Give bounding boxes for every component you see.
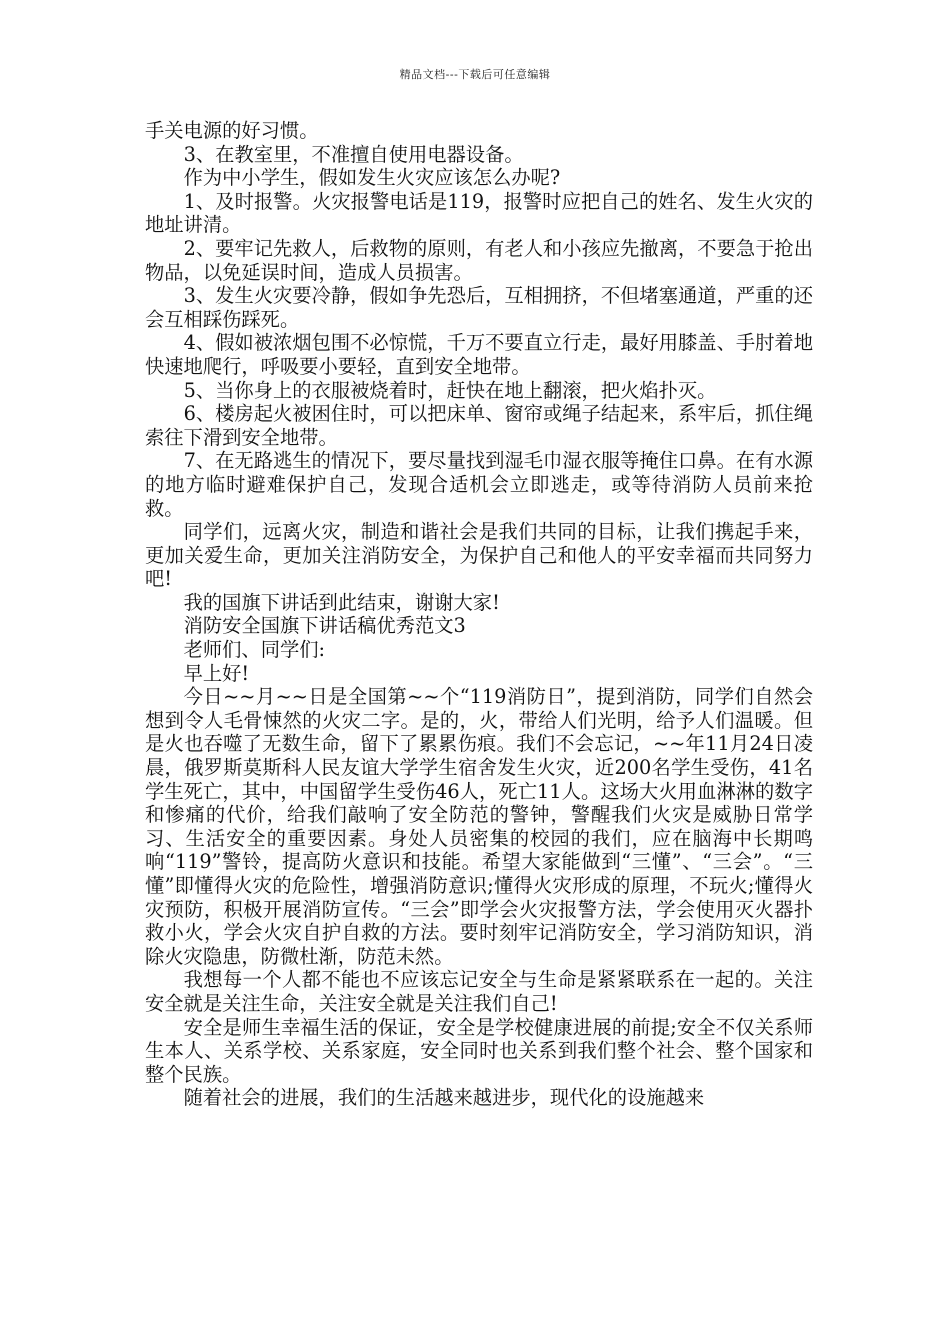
paragraph: 1、及时报警。火灾报警电话是119，报警时应把自己的姓名、发生火灾的地址讲清。 <box>145 189 813 237</box>
paragraph: 消防安全国旗下讲话稿优秀范文3 <box>183 614 466 638</box>
paragraph: 手关电源的好习惯。 <box>145 119 319 142</box>
paragraph: 2、要牢记先救人，后救物的原则，有老人和小孩应先撤离，不要急于抢出物品，以免延误时间，造成人员损害。 <box>145 236 813 284</box>
paragraph: 早上好! <box>183 661 250 685</box>
document-body <box>145 119 813 1110</box>
paragraph: 7、在无路逃生的情况下，要尽量找到湿毛巾湿衣服等掩住口鼻。在有水源的地方临时避难保护自己，发现合适机会立即逃走，或等待消防人员前来抢救。 <box>145 449 813 520</box>
paragraph: 4、假如被浓烟包围不必惊慌，千万不要直立行走，最好用膝盖、手肘着地快速地爬行，呼吸要小要轻，直到安全地带。 <box>145 331 813 378</box>
page-header: 精品文档---下载后可任意编辑 <box>399 68 551 81</box>
paragraph: 5、当你身上的衣服被烧着时，赶快在地上翻滚，把火焰扑灭。 <box>183 378 717 402</box>
paragraph: 同学们，远离火灾，制造和谐社会是我们共同的目标，让我们携起手来，更加关爱生命，更加关注消防安全，为保护自己和他人的平安幸福而共同努力吧! <box>145 520 813 591</box>
paragraph: 随着社会的进展，我们的生活越来越进步，现代化的设施越来 <box>183 1086 705 1110</box>
paragraph: 3、发生火灾要冷静，假如争先恐后，互相拥挤，不但堵塞通道，严重的还会互相踩伤踩死。 <box>145 284 813 331</box>
paragraph: 我的国旗下讲话到此结束，谢谢大家! <box>183 590 500 614</box>
paragraph: 老师们、同学们: <box>183 638 326 662</box>
paragraph: 3、在教室里，不准擅自使用电器设备。 <box>183 142 524 166</box>
paragraph: 作为中小学生，假如发生火灾应该怎么办呢? <box>183 166 561 190</box>
paragraph: 6、楼房起火被困住时，可以把床单、窗帘或绳子结起来，系牢后，抓住绳索往下滑到安全地带。 <box>145 402 813 449</box>
paragraph: 安全是师生幸福生活的保证，安全是学校健康进展的前提;安全不仅关系师生本人、关系学校、关系家庭，安全同时也关系到我们整个社会、整个国家和整个民族。 <box>145 1015 813 1086</box>
paragraph: 我想每一个人都不能也不应该忘记安全与生命是紧紧联系在一起的。关注安全就是关注生命，关注安全就是关注我们自己! <box>145 968 813 1015</box>
paragraph: 今日~~月~~日是全国第~~个“119消防日”，提到消防，同学们自然会想到令人毛骨悚然的火灾二字。是的，火，带给人们光明，给予人们温暖。但是火也吞噬了无数生命，留下了累累伤痕。我们不会忘记，~~年11月24日凌晨，俄罗斯莫斯科人民友谊大学学生宿舍发生火灾，近200名学生受伤，41名学生死亡，其中，中国留学生受伤46人，死亡11人。这场大火用血淋淋的数字和惨痛的代价，给我们敲响了安全防范的警钟，警醒我们火灾是威胁日常学习、生活安全的重要因素。身处人员密集的校园的我们，应在脑海中长期鸣响“119”警铃，提高防火意识和技能。希望大家能做到“三懂”、“三会”。“三懂”即懂得火灾的危险性，增强消防意识;懂得火灾形成的原理，不玩火;懂得火灾预防，积极开展消防宣传。“三会”即学会火灾报警方法，学会使用灭火器扑救小火，学会火灾自护自救的方法。要时刻牢记消防安全，学习消防知识，消除火灾隐患，防微杜渐，防范未然。 <box>145 685 813 968</box>
